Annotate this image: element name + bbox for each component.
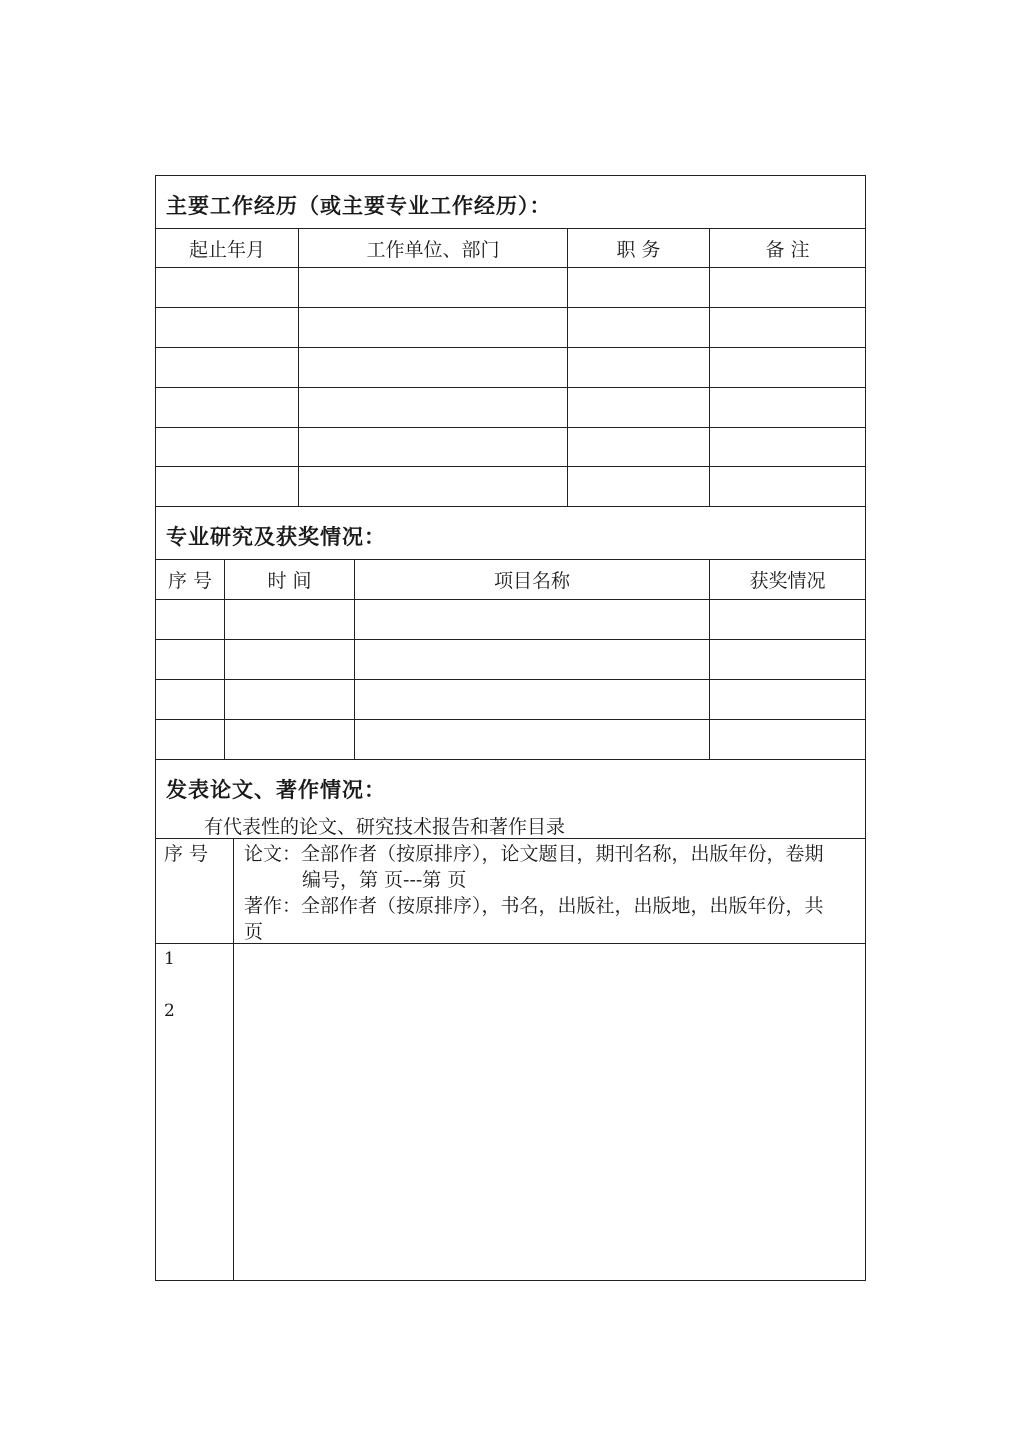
publications-title: 发表论文、著作情况： [166,778,386,802]
table-row [156,388,865,428]
citation-format-instructions [244,841,857,945]
sequence-cell[interactable] [156,600,225,639]
period-cell[interactable] [156,467,299,506]
position-cell[interactable] [568,268,710,307]
remarks-cell[interactable] [710,388,865,427]
publications-section-header [156,760,865,839]
time-cell[interactable] [225,600,355,639]
project-name-cell[interactable] [355,640,710,679]
table-row [156,348,865,388]
column-header-time: 时 间 [225,560,355,599]
employer-cell[interactable] [299,268,568,307]
table-row [156,308,865,348]
research-awards-section-header [156,507,865,560]
column-header-project-name: 项目名称 [355,560,710,599]
column-header-remarks: 备 注 [765,238,810,261]
position-cell[interactable] [568,308,710,347]
paper-format-line-continued: 编号，第 页---第 页 [302,869,467,891]
position-cell[interactable] [568,428,710,466]
position-cell[interactable] [568,467,710,506]
period-cell[interactable] [156,348,299,387]
table-row [156,268,865,308]
entry-number: 2 [164,1001,175,1021]
application-form-table [155,175,866,1281]
table-row [156,428,865,467]
sequence-cell[interactable] [156,720,225,759]
paper-format-line: 论文：全部作者（按原排序），论文题目，期刊名称，出版年份，卷期 [244,843,824,865]
project-name-cell[interactable] [355,720,710,759]
publications-header-row [156,839,865,944]
entry-number: 1 [164,949,175,969]
time-cell[interactable] [225,680,355,719]
column-header-position: 职 务 [568,229,710,267]
position-cell[interactable] [568,388,710,427]
period-cell[interactable] [156,268,299,307]
time-cell[interactable] [225,720,355,759]
remarks-cell[interactable] [710,348,865,387]
column-header-sequence: 序 号 [164,843,209,865]
work-history-header-row [156,229,865,268]
award-cell[interactable] [710,720,865,759]
employer-cell[interactable] [299,308,568,347]
sequence-cell[interactable] [156,680,225,719]
remarks-cell[interactable] [710,268,865,307]
sequence-cell[interactable] [156,640,225,679]
publications-entry-input-area[interactable] [234,944,865,1280]
publications-number-column [156,944,234,1280]
remarks-cell[interactable] [710,308,865,347]
period-cell[interactable] [156,308,299,347]
publications-subtitle: 有代表性的论文、研究技术报告和著作目录 [204,816,566,838]
table-row [156,720,865,760]
employer-cell[interactable] [299,428,568,466]
award-cell[interactable] [710,600,865,639]
research-awards-title: 专业研究及获奖情况： [166,525,386,549]
remarks-cell[interactable] [710,467,865,506]
book-format-line: 著作：全部作者（按原排序），书名，出版社，出版地，出版年份，共 [244,895,824,917]
award-cell[interactable] [710,640,865,679]
research-awards-header-row [156,560,865,600]
remarks-cell[interactable] [710,428,865,466]
column-header-period: 起止年月 [156,229,299,267]
period-cell[interactable] [156,388,299,427]
project-name-cell[interactable] [355,680,710,719]
table-row [156,600,865,640]
table-row [156,640,865,680]
publications-seq-header-cell [156,839,234,943]
table-row [156,467,865,507]
column-header-award: 获奖情况 [749,570,826,592]
position-cell[interactable] [568,348,710,387]
employer-cell[interactable] [299,388,568,427]
column-header-sequence: 序 号 [156,560,225,599]
publications-entries-area [156,944,865,1280]
table-row [156,680,865,720]
period-cell[interactable] [156,428,299,466]
award-cell[interactable] [710,680,865,719]
book-format-line-continued: 页 [244,921,264,943]
time-cell[interactable] [225,640,355,679]
work-history-title: 主要工作经历（或主要专业工作经历）： [166,194,552,218]
employer-cell[interactable] [299,467,568,506]
project-name-cell[interactable] [355,600,710,639]
column-header-employer: 工作单位、部门 [299,229,568,267]
employer-cell[interactable] [299,348,568,387]
work-history-section-header [156,176,865,229]
